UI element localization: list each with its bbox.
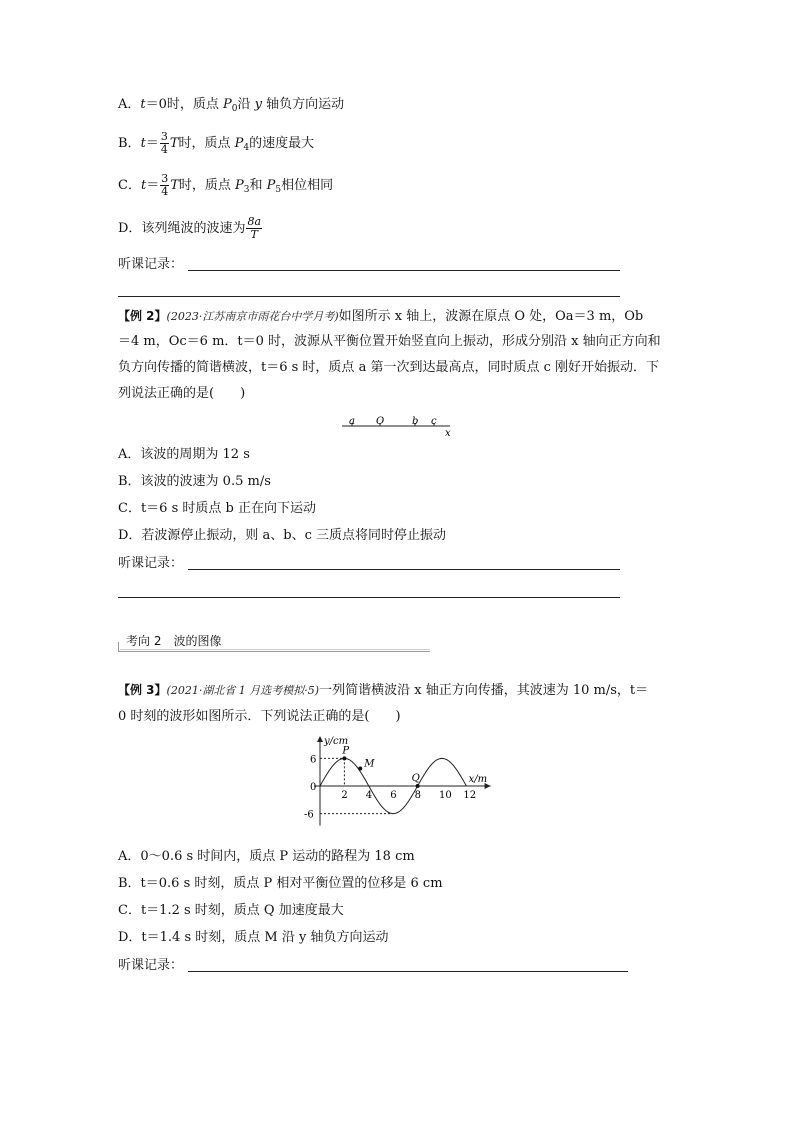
point-label-m: M (364, 758, 375, 770)
y-axis-label: y/cm (324, 736, 349, 747)
notes-line[interactable] (188, 569, 620, 570)
ex3-stem-line2: 0 时刻的波形如图所示．下列说法正确的是( ) (118, 709, 401, 724)
section-title: 考向 2 波的图像 (126, 634, 222, 648)
x-tick-label: 8 (414, 790, 421, 801)
section-heading (118, 630, 430, 652)
point-q (416, 784, 420, 788)
source: (2021·湖北省 1 月选考模拟·5) (166, 684, 320, 697)
section-underline (118, 651, 430, 652)
ex1-option-d: D．该列绳波的波速为 $\frac{8a}{T}$ (118, 215, 262, 241)
notes-line[interactable] (118, 597, 620, 598)
label-o: O (376, 416, 385, 427)
ex2-option-b: B．该波的波速为 0.5 m/s (118, 474, 271, 489)
ex2-option-d: D．若波源停止振动，则 a、b、c 三质点将同时停止振动 (118, 528, 447, 543)
ex3-stem-line1: 【例 3】(2021·湖北省 1 月选考模拟·5)一列简谐横波沿 x 轴正方向传播，其波速为 10 m/s，t＝ (118, 683, 649, 698)
ex2-stem-line1: 【例 2】(2023·江苏南京市雨花台中学月考)如图所示 x 轴上，波源在原点 O 处，Oa＝3 m，Ob (118, 309, 644, 324)
y-tick-label: -6 (304, 809, 314, 821)
ex1-option-c: C．t＝ $\frac{3}{4}$ T时，质点 $P_3$和 $P_5$相位相同 (118, 172, 334, 198)
ex2-option-a: A．该波的周期为 12 s (118, 447, 250, 462)
ex2-option-c: C．t＝6 s 时质点 b 正在向下运动 (118, 501, 316, 516)
x-tick-label: 4 (365, 790, 373, 801)
x-axis-label: x/m (468, 774, 488, 785)
fraction: $\frac{3}{4}$ (160, 130, 168, 156)
wave-chart (296, 732, 496, 832)
ex1-option-b: B．t＝ $\frac{3}{4}$ T时，质点 $P_4$的速度最大 (118, 130, 315, 156)
source: (2023·江苏南京市雨花台中学月考) (166, 310, 339, 323)
example-tag: 【例 2】 (118, 309, 167, 323)
section-underline-light (120, 649, 430, 650)
ex1-notes-label: 听课记录： (118, 257, 184, 272)
x-axis-figure (338, 410, 458, 438)
label-a: a (349, 416, 355, 427)
ex2-stem-line3: 负方向传播的简谐横波，t＝6 s 时，质点 a 第一次到达最高点，同时质点 c 刚好开始振动．下 (118, 360, 659, 375)
ex3-option-d: D．t＝1.4 s 时刻，质点 M 沿 y 轴负方向运动 (118, 930, 389, 945)
point-label-q: Q (411, 773, 420, 784)
x-tick-label: 2 (341, 790, 348, 801)
fraction: $\frac{8a}{T}$ (247, 215, 262, 241)
label-b: b (412, 416, 419, 427)
ex3-option-a: A．0～0.6 s 时间内，质点 P 运动的路程为 18 cm (118, 849, 415, 864)
ex3-option-b: B．t＝0.6 s 时刻，质点 P 相对平衡位置的位移是 6 cm (118, 876, 443, 891)
fraction: $\frac{3}{4}$ (161, 172, 169, 198)
x-tick-label: 10 (439, 790, 452, 801)
y-tick-label: 6 (310, 754, 317, 766)
y-axis-arrow (317, 736, 323, 742)
x-tick-label: 12 (463, 790, 477, 801)
notes-line[interactable] (188, 971, 628, 972)
notes-line[interactable] (118, 296, 620, 297)
ex2-stem-line2: ＝4 m，Oc＝6 m．t＝0 时，波源从平衡位置开始竖直向上振动，形成分别沿 x 轴向正方向和 (118, 334, 661, 349)
label-c: c (431, 416, 437, 427)
ex1-option-a: A．t＝0时，质点 $P_0$沿 y 轴负方向运动 (118, 97, 345, 114)
notes-line[interactable] (188, 270, 620, 271)
x-tick-label: 6 (390, 790, 397, 801)
ex3-option-c: C．t＝1.2 s 时刻，质点 Q 加速度最大 (118, 903, 344, 918)
point-label-p: P (342, 745, 350, 757)
ex2-stem-line4: 列说法正确的是( ) (118, 386, 246, 401)
y-tick-label: 0 (310, 782, 317, 793)
ex2-notes-label: 听课记录： (118, 556, 184, 571)
point-m (358, 767, 362, 771)
example-tag: 【例 3】 (118, 683, 167, 697)
point-p (342, 756, 346, 760)
label-x: x (445, 428, 451, 438)
ex3-notes-label: 听课记录： (118, 958, 184, 973)
